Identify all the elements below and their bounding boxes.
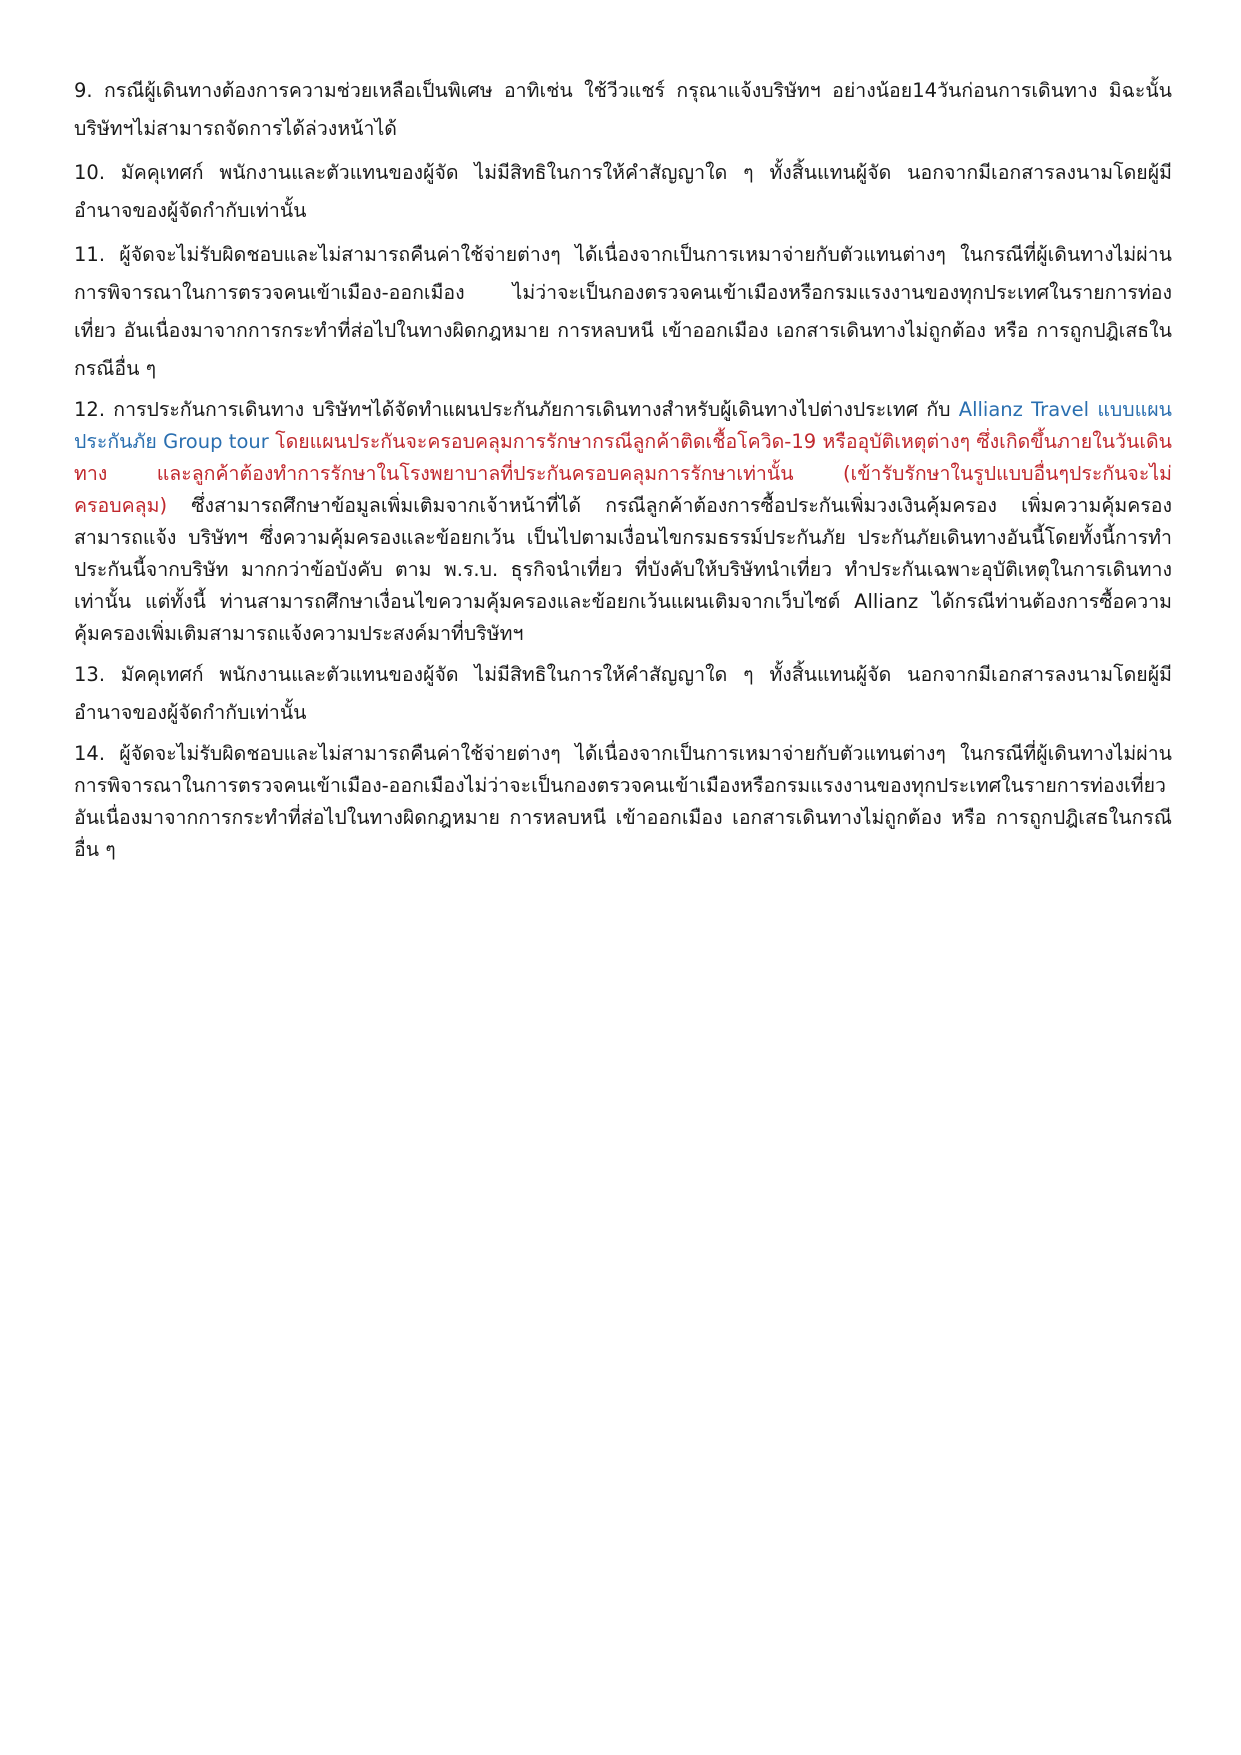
item-12-details: ซึ่งสามารถศึกษาข้อมูลเพิ่มเติมจากเจ้าหน้าที่ได้ กรณีลูกค้าต้องการซื้อประกันเพิ่มวงเงินคุ้มครอง เพิ่มความคุ้มครอง สามารถแจ้ง บริษัทฯ ซึ่งความคุ้มครองและข้อยกเว้น เป็นไปตามเงื่อนไขกรมธรรม์ประกันภัย ประกันภัยเดินทางอันนี้โดยทั้งนี้การทำประกันนี้จากบริษัท มากกว่าข้อบังคับ ตาม พ.ร.บ. ธุรกิจนำเที่ยว ที่บังคับให้บริษัทนำเที่ยว ทำประกันเฉพาะอุบัติเหตุในการเดินทางเท่านั้น แต่ทั้งนี้ ท่านสามารถศึกษาเงื่อนไขความคุ้มครองและข้อยกเว้นแผนเติมจากเว็บไซต์ Allianz ได้กรณีท่านต้องการซื้อความคุ้มครองเพิ่มเติมสามารถแจ้งความประสงค์มาที่บริษัทฯ — [74, 494, 1172, 645]
coverage-highlight: โดยแผนประกันจะครอบคลุมการรักษากรณีลูกค้าติดเชื้อโควิด-19 หรืออุบัติเหตุต่างๆ ซึ่งเกิดขึ้นภายในวันเดินทาง และลูกค้าต้องทำการรักษาในโรงพยาบาลที่ประกันครอบคลุมการรักษาเท่านั้น (เข้ารับรักษาในรูปแบบอื่นๆประกันจะไม่ครอบคลุม) — [74, 430, 1172, 517]
condition-item-12 — [74, 394, 1172, 650]
condition-item-9: 9. กรณีผู้เดินทางต้องการความช่วยเหลือเป็นพิเศษ อาทิเช่น ใช้วีวแชร์ กรุณาแจ้งบริษัทฯ อย่างน้อย14วันก่อนการเดินทาง มิฉะนั้น บริษัทฯไม่สามารถจัดการได้ล่วงหน้าได้ — [74, 79, 1172, 140]
condition-item-13: 13. มัคคุเทศก์ พนักงานและตัวแทนของผู้จัด ไม่มีสิทธิในการให้คำสัญญาใด ๆ ทั้งสิ้นแทนผู้จัด นอกจากมีเอกสารลงนามโดยผู้มีอำนาจของผู้จัดกำกับเท่านั้น — [74, 663, 1172, 724]
condition-item-11: 11. ผู้จัดจะไม่รับผิดชอบและไม่สามารถคืนค่าใช้จ่ายต่างๆ ได้เนื่องจากเป็นการเหมาจ่ายกับตัวแทนต่างๆ ในกรณีที่ผู้เดินทางไม่ผ่านการพิจารณาในการตรวจคนเข้าเมือง-ออกเมือง ไม่ว่าจะเป็นกองตรวจคนเข้าเมืองหรือกรมแรงงานของทุกประเทศในรายการท่องเที่ยว อันเนื่องมาจากการกระทำที่ส่อไปในทางผิดกฎหมาย การหลบหนี เข้าออกเมือง เอกสารเดินทางไม่ถูกต้อง หรือ การถูกปฎิเสธในกรณีอื่น ๆ — [74, 243, 1172, 380]
insurance-plan-name: Allianz Travel แบบแผนประกันภัย Group tour — [74, 398, 1172, 453]
conditions-document — [74, 72, 1172, 872]
condition-item-10: 10. มัคคุเทศก์ พนักงานและตัวแทนของผู้จัด ไม่มีสิทธิในการให้คำสัญญาใด ๆ ทั้งสิ้นแทนผู้จัด นอกจากมีเอกสารลงนามโดยผู้มีอำนาจของผู้จัดกำกับเท่านั้น — [74, 161, 1172, 222]
item-12-intro: 12. การประกันการเดินทาง บริษัทฯได้จัดทำแผนประกันภัยการเดินทางสำหรับผู้เดินทางไปต่างประเทศ กับ — [74, 398, 959, 421]
condition-item-14: 14. ผู้จัดจะไม่รับผิดชอบและไม่สามารถคืนค่าใช้จ่ายต่างๆ ได้เนื่องจากเป็นการเหมาจ่ายกับตัวแทนต่างๆ ในกรณีที่ผู้เดินทางไม่ผ่านการพิจารณาในการตรวจคนเข้าเมือง-ออกเมืองไม่ว่าจะเป็นกองตรวจคนเข้าเมืองหรือกรมแรงงานของทุกประเทศในรายการท่องเที่ยว อันเนื่องมาจากการกระทำที่ส่อไปในทางผิดกฎหมาย การหลบหนี เข้าออกเมือง เอกสารเดินทางไม่ถูกต้อง หรือ การถูกปฎิเสธในกรณีอื่น ๆ — [74, 742, 1172, 861]
